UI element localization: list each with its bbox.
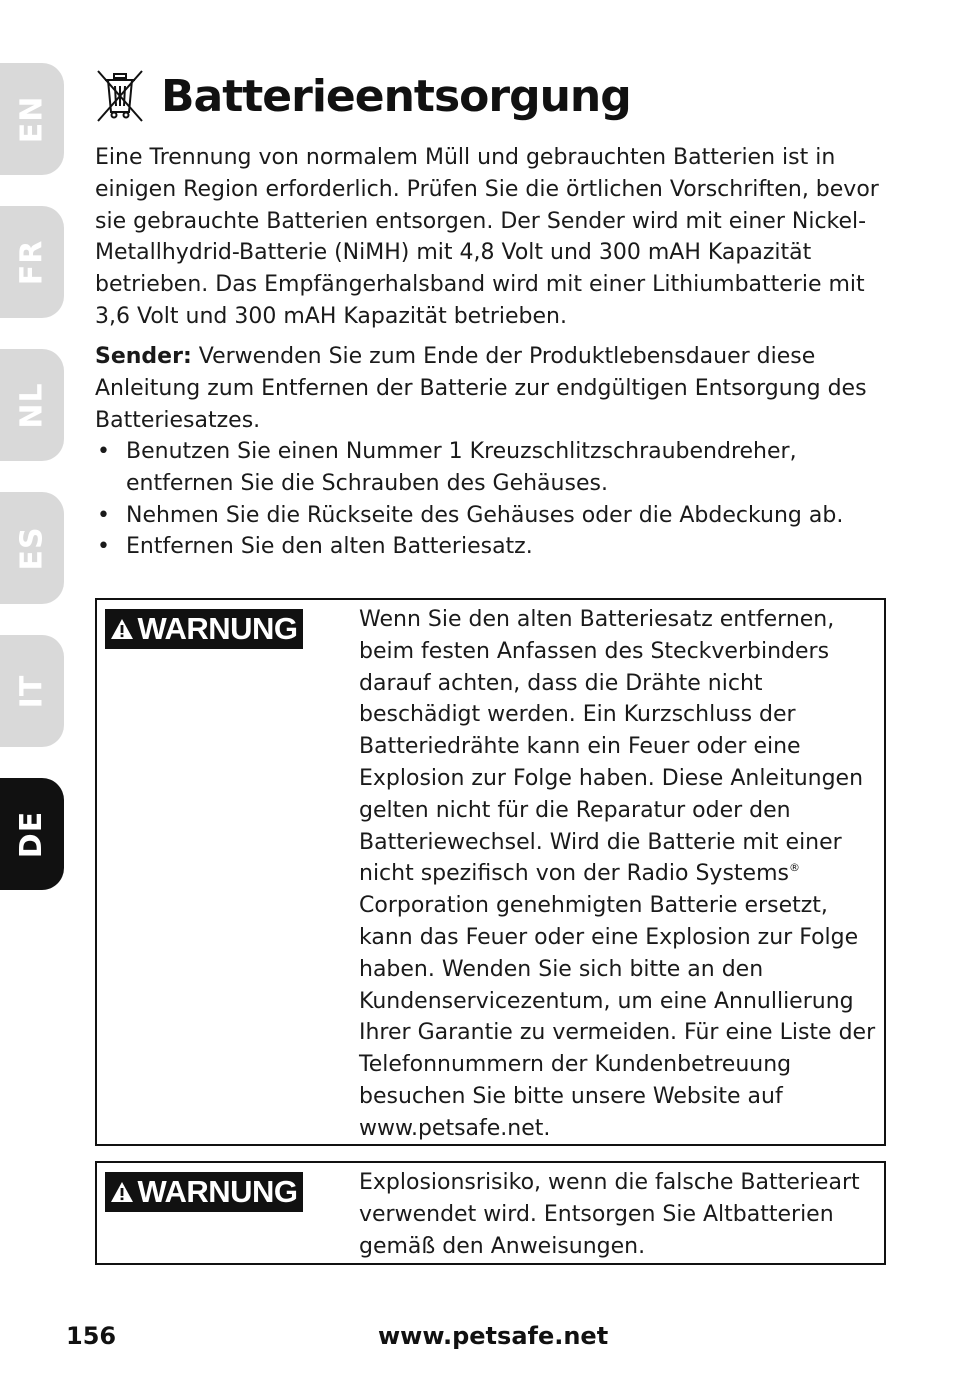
removal-steps (95, 436, 895, 563)
warning-box (95, 1161, 886, 1265)
warning-badge-label: WARNUNG (137, 611, 298, 646)
tab-it[interactable] (0, 635, 64, 747)
tab-fr[interactable] (0, 206, 64, 318)
registered-mark: ® (788, 861, 800, 875)
list-item: • Benutzen Sie einen Nummer 1 Kreuzschlitzschraubendreher, entfernen Sie die Schrauben des Gehäuses. (95, 436, 895, 500)
tab-label: IT (14, 674, 50, 708)
tab-nl[interactable] (0, 349, 64, 461)
language-tabs (0, 0, 64, 1400)
warning-text-part: Wenn Sie den alten Batteriesatz entfernen, beim festen Anfassen des Steckverbinders darauf achten, dass die Drähte nicht beschädigt werden. Ein Kurzschluss der Batteriedrähte kann ein Feuer oder eine Explosion zur Folge haben. Diese Anleitungen gelten nicht für die Reparatur oder den Batteriewechsel. Wird die Batterie mit einer nicht spezifisch von der Radio Systems (359, 607, 864, 887)
warning-text (359, 604, 885, 1145)
list-item: • Entfernen Sie den alten Batteriesatz. (95, 531, 895, 563)
tab-label: DE (14, 810, 50, 858)
tab-de[interactable] (0, 778, 64, 890)
crossed-out-bin-icon (95, 68, 145, 124)
warning-text-part: Corporation genehmigten Batterie ersetzt, kann das Feuer oder eine Explosion zur Folge haben. Wenden Sie sich bitte an den Kundenservicezentum, um eine Annullierung Ihrer Garantie zu vermeiden. Für eine Liste der Telefonnummern der Kundenbetreuung besuchen Sie bitte unsere Website auf www.petsafe.net. (359, 893, 876, 1141)
tab-es[interactable] (0, 492, 64, 604)
page-title: Batterieentsorgung (161, 70, 631, 122)
intro-paragraph: Eine Trennung von normalem Müll und gebrauchten Batterien ist in einigen Region erforderlich. Prüfen Sie die örtlichen Vorschriften, bevor sie gebrauchte Batterien entsorgen. Der Sender wird mit einer Nickel-Metallhydrid-Batterie (NiMH) mit 4,8 Volt und 300 mAH Kapazität betrieben. Das Empfängerhalsband wird mit einer Lithiumbatterie mit 3,6 Volt und 300 mAH Kapazität betrieben. (95, 145, 879, 329)
tab-label: ES (14, 525, 50, 571)
warning-badge (105, 609, 303, 649)
list-item: • Nehmen Sie die Rückseite des Gehäuses oder die Abdeckung ab. (95, 500, 895, 532)
page-number: 156 (66, 1322, 117, 1350)
warning-badge-label: WARNUNG (137, 1174, 298, 1209)
tab-label: EN (14, 95, 50, 143)
warning-box (95, 598, 886, 1146)
section-header (95, 60, 631, 132)
sender-label: Sender: (95, 344, 192, 369)
warning-badge (105, 1172, 303, 1212)
tab-en[interactable] (0, 63, 64, 175)
warning-triangle-icon (110, 618, 134, 640)
footer-url-link[interactable]: www.petsafe.net (378, 1322, 609, 1350)
sender-paragraph (95, 341, 895, 436)
warning-text: Explosionsrisiko, wenn die falsche Batterieart verwendet wird. Entsorgen Sie Altbatterien gemäß den Anweisungen. (359, 1170, 860, 1259)
warning-triangle-icon (110, 1181, 134, 1203)
tab-label: FR (14, 239, 50, 285)
tab-label: NL (14, 381, 50, 429)
sender-text: Verwenden Sie zum Ende der Produktlebensdauer diese Anleitung zum Entfernen der Batterie zur endgültigen Entsorgung des Batteriesatzes. (95, 344, 867, 433)
